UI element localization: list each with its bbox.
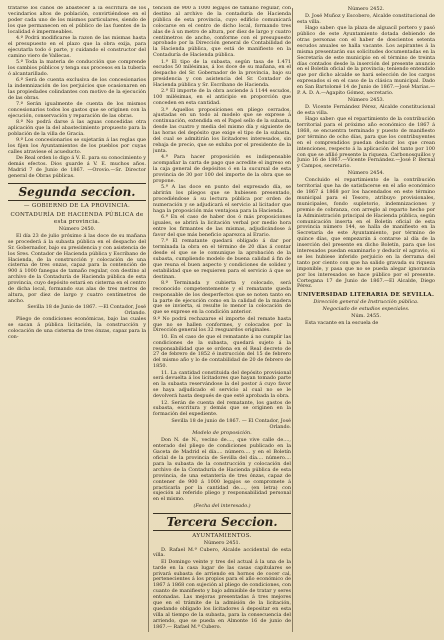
paragraph: 6.º Será de cuenta exclusiva de los concesionarios la indemnización de los perjuicios que ocasionaren en las propiedades colindantes con motivo de la ejecución de las obras. bbox=[8, 77, 146, 101]
paragraph: 8.º No podrá darse á las aguas concedidas otra aplicación que la del abastecimiento propuesto para la población de la villa de Gracia. bbox=[8, 119, 146, 137]
paragraph: 11. La cantidad constituida del depósito provisional será devuelta á los licitadores que hayan tomado parte en la subasta reservándose la del postor á cuyo favor se haya adjudicado el servicio al cual no se le devolverá hasta después de que esté aprobada la obra. bbox=[153, 369, 291, 400]
notice-number: Número 2454. bbox=[347, 170, 385, 177]
signature: Sevilla 18 de Junio de 1867. —El Contador, José Orlando. bbox=[27, 304, 146, 317]
paragraph: El día 23 de julio próximo á las doce de su mañana se procederá á la subasta pública en el despacho del Sr. Gobernador, bajo su presidencia y con asistencia de los Sres. Contador de Hacienda pública y Escribano de Hacienda, de la construcción y colocación de una cisterna de tres onzas, capaz para la contención de 900 á 1000 fanegas de tamaño regular, con destino al archivo de la Contaduría de Hacienda pública de esta provincia, cuyo depósito estará en cisterna en el centro de dicha local, formando sus alas de tres metros de altura, por diez de largo y cuatro centímetros de ancho. bbox=[8, 232, 146, 304]
paragraph: 2.ª El importe de la obra asciende á 1144 escudos, 100 milésimas, en el anticipio en proporción que conceden en esta cantidad. bbox=[153, 88, 291, 107]
paragraph: El Domingo veinte y tres del actual á la una de la tarde en la casa lugar de las casas capitulares se privará subasta de arriendo en hornos de cocer cal, pertenecientes á los propios para el año económico de 1867 á 1868 con sujeción al pliego de condiciones, con cuanto de manifiesto y bajo admisible de tratar y seres entonadas. Las mejoras presentadas á tres mejores que en el trámite de la admisión de la licitación, quedando obligado los licitadores á depositar en esta villa al tiempo de la subasta, para la consecuencia del arriendo, que se pueda en Almonte 16 de junio de 1867.— Rafael M.ª Cubero. bbox=[153, 558, 291, 630]
notice-number: Número 2451. bbox=[203, 539, 241, 546]
paragraph: Hago saber: que la plaza de alguacil portero y pasó público de este Ayuntamiento dotada debiendo de otras personas con el haber de doscientos setenta escudos anuales se halla vacante. Los aspirantes á la misma presentarán sus solicitudes documentadas en la Secretaría de este municipio en el término de treinta días contados desde la inserción del presente anuncio en el Boletín oficial de la provincia; teniendo entendido que por dicho alcalde se hará selección de los cargos expresados si en el caso de la clásica municipal. Dado en San Bartolomé 14 de Junio de 1867.—José Marías.—P. A. D. A.—Agapito Gómez, secretario. bbox=[297, 25, 435, 97]
paragraph: Pliego de condiciones económicas, bajo las cuales se sacan á pública licitación, la construcción y colocación de una cisterna de tres ónzas, capaz para la con- bbox=[8, 316, 146, 341]
section-title: Tercera Seccion. bbox=[153, 513, 291, 531]
paragraph: De Real orden lo digo á V. E. para su conocimiento y demás efectos. Dios guarde á V. E. muchos años. Madrid 7 de Junio de 1867. —Orovio.—Sr. Director general de Obras públicas. bbox=[8, 155, 146, 180]
model-heading: Modelo de proposición. bbox=[192, 430, 252, 437]
section-heading: — GOBIERNO DE LA PROVINCIA. bbox=[23, 203, 131, 210]
paragraph: D. Vicente Fernández Pérez, Alcalde constitucional de esta villa. bbox=[297, 103, 435, 116]
office-heading: CONTADURÍA DE HACIENDA PÚBLICA de esta provincia. bbox=[10, 212, 144, 226]
paragraph: 4.º Podrá modificarse la razon de las mismas hasta el presupuesto en el plazo que la obra exija, para ejecutarla todo ó parte, y cuidando el constructor del camino viero de Vallecas. bbox=[8, 34, 146, 59]
paragraph: Hago saber: que el repartimiento de la contribución territorial para el próximo año económico de 1867 á 1868, se encuentra terminado y puesto de manifiesto por término de ocho días, para que los contribuyentes en el comprendidos puedan deducir los que crean intenciones, respecto á la aplicación del tanto por 100 con que se afilió presente la riqueza. Carbonosquillos y Junio 16 de 1867.—Vicente Fernández.—José P. Bernal y Campos, secretario. bbox=[297, 116, 435, 170]
paragraph: Esta vacante en la escuela de bbox=[305, 320, 379, 327]
paragraph: 4.ª Para hacer proposición es indispensable acompañar la carta de pago que acredite el ingreso en la caja general de depósitos ó en la sucursal de esta provincia de 30 por 100 del importe de la obra que se propone. bbox=[153, 154, 291, 184]
paragraph: Don N. de N., vecino de...., que vive calle de...., enterado del pliego de condiciones publicado en la Gaceta de Madrid el día.... número.... y en el Boletín oficial de la provincia de Sevilla del día.... número.... para la subasta de la construcción y colocación del archivo de la Contaduría de Hacienda pública de esta provincia, de una estantería de tres ónzas, capaz de contener de 900 á 1000 legajos se compromete á practicarla por la cantidad de...., (en letra) con sujeción al referido pliego y responsabilidad personal en el mismo. bbox=[153, 437, 291, 503]
notice-number: Número 2450. bbox=[58, 226, 96, 233]
paragraph: tratarse los caños de abastecer á la escritura de los vecindarios altos de población, convirtiéndose en el poder cada uno de los mismos particulares, siendo de los que permanecen en el público de las fuentes de la localidad é impermeables. bbox=[8, 6, 146, 35]
date-line: (Fecha del interesado.) bbox=[193, 502, 251, 509]
notice-number: Núm. 2455. bbox=[351, 313, 381, 320]
paragraph: 8.º Terminada y cubierta y colocado, será reconocido competentemente y el rematante queda responsable de los desperfectos que se noten tanto en la parte de ejecución como en la calidad de la madera que se invierta, si resulte lo menor la colocación de que se exprese en la condición anterior. bbox=[153, 279, 291, 316]
paragraph: 10. En el caso de que el rematante á no cumplir las condiciones de la subasta, quedará sujeto á la responsabilidad que se ordena en el Real decreto de 27 de febrero de 1852 é instrucción del 15 de febrero del mismo año y lo de contabilidad de 20 de febrero de 1850. bbox=[153, 333, 291, 370]
paragraph: tención de 900 á 1000 legajos de tamaño regular, con destino al archivo de la contaduría de Hacienda pública de esta provincia, cuyo edificio comunicará colocarse en el centro de dicho local, formando tres alas de á un metro de altura, por diez de largo y cuatro centímetros de ancho, conforme con el presupuesto aprobado por la Dirección general de Contabilidad de la Hacienda pública, que está de manifiesto en la Contaduría de Hacienda pública. bbox=[153, 6, 291, 59]
paragraph: Concluido el repartimiento de la contribución territorial que ha de satisfacerse en el año económico de 1867 á 1868 por los hacendados en este término municipal para el Tesoro, atribuyo provisionales, municipales, fondo supletorio, indemnizaciones y premio de cobranza, con arreglo al reparto hecho por la Administración principal de Hacienda pública, según comunicación inserta en el Boletín oficial de esta provincia número 144, se halla de manifiesto en la Secretaría de este Ayuntamiento, por término de quince días, que empezarán á contarse al día de la inserción del presente en dicho Boletín, para que los interesados puedan examinarlo y deducir el agravio, si se les hubiese inferido perjuicio en la derrama del tanto por ciento con que ha salido gravada su riqueza imponible, y pasa que no se pueda alegar ignorancia por los interesados se hace público por el presente. Cortegana 17 de Junio de 1867.—El Alcalde, Diego Pérez. bbox=[297, 177, 435, 290]
section-title: Segunda seccion. bbox=[8, 183, 146, 201]
institution-heading: UNIVERSIDAD LITERARIA DE SEVILLA. bbox=[297, 292, 435, 299]
paragraph: 12. Serán de cuenta del rematante, los gastos de subasta, escritura y demás que se originen en la formación del expediente. bbox=[153, 399, 291, 418]
paragraph: 7.ª El rematante quedará obligado á dar por terminada la obra en el término de 20 días á contar desde el que se le comunique la aprobación de la subasta, cumpliendo modelo de buena calidad á fin de que reuna el buen aspecto y condiciones de solidez y estabilidad que se requieren para el servicio á que se destinan. bbox=[153, 238, 291, 280]
notice-number: Número 2452. bbox=[347, 6, 385, 12]
paragraph: 6.ª En el caso de haber dos ó más proposiciones iguales, se abrirá la licitación verbal por medio hora entre los firmantes de las mismas, adjudicándose á favor del que más beneficio aparezca al Erario. bbox=[153, 214, 291, 238]
paragraph: 9.º No podrá rechazarse el importe del remate hasta que no se hallen conformes, y colocados por la Dirección general los 32 resguardos originales. bbox=[153, 315, 291, 334]
notice-number: Número 2453. bbox=[347, 96, 385, 103]
paragraph: 7.º Serán igualmente de cuenta de los mismos concesionarios todos los gastos que se originen con la ejecución, conservación y reparación de las obras. bbox=[8, 101, 146, 119]
section-heading: AYUNTAMIENTOS. bbox=[192, 532, 252, 539]
office-heading: Negociado de estudios especiales. bbox=[322, 306, 410, 313]
column-3 bbox=[297, 6, 435, 634]
paragraph: 1.ª El tipo de la subasta, según tasa de 1.471 escudos 50 milésimas, á los doce de su mañana, en el despacho del Sr. Gobernador de la provincia, bajo su presidencia y con asistencia del Sr. Contador de Hacienda pública y Sr. Escribano de Hacienda. bbox=[153, 58, 291, 89]
paragraph: 9.º Los concesionarios se sujetarán á las reglas que los fijen los Ayuntamientos de los pueblos por cuyas calles atraviese el acueducto. bbox=[8, 137, 146, 156]
paragraph: D. José Muñoz y Escobero, Alcalde constitucional de esta villa. bbox=[297, 12, 435, 25]
paragraph: D. Rafael M.ª Cubero, Alcalde accidental de esta villa. bbox=[153, 546, 291, 559]
paragraph: 3.ª Aquellos proposiciones en pliego cerrados, ajustadas en un todo al modelo que se exprese á continuación, extendida en el Papel sello de la subasta, desde las cuatro y media del mismo día y siguiente de las horas del depósito que exige el tipo de la subasta, del cual se admitirán los licitadores interesados, sin rebaja de precio, que se exhiba por el presidente de la junta. bbox=[153, 106, 291, 154]
column-2 bbox=[153, 6, 291, 634]
paragraph: 5.ª A las doce en punto del expresado día, se abrirán los pliegos que se hubiesen presentado, procediéndose á su lectura pública por orden de numeración y se adjudicará el servicio al licitador que haga la proposición más ventajosa para la Hacienda. bbox=[153, 184, 291, 214]
office-heading: Dirección general de Instrucción pública. bbox=[313, 299, 419, 306]
column-rule bbox=[292, 8, 293, 632]
column-1 bbox=[8, 6, 146, 634]
paragraph: 5.º Toda la materia de conducción que comprende los cambios públicos y tenga sus procesos en la tubería ó alcantarillado. bbox=[8, 58, 146, 77]
signature: Sevilla 18 de junio de 1867. — El Contador, José Orlando. bbox=[171, 417, 291, 430]
column-rule bbox=[148, 8, 149, 632]
